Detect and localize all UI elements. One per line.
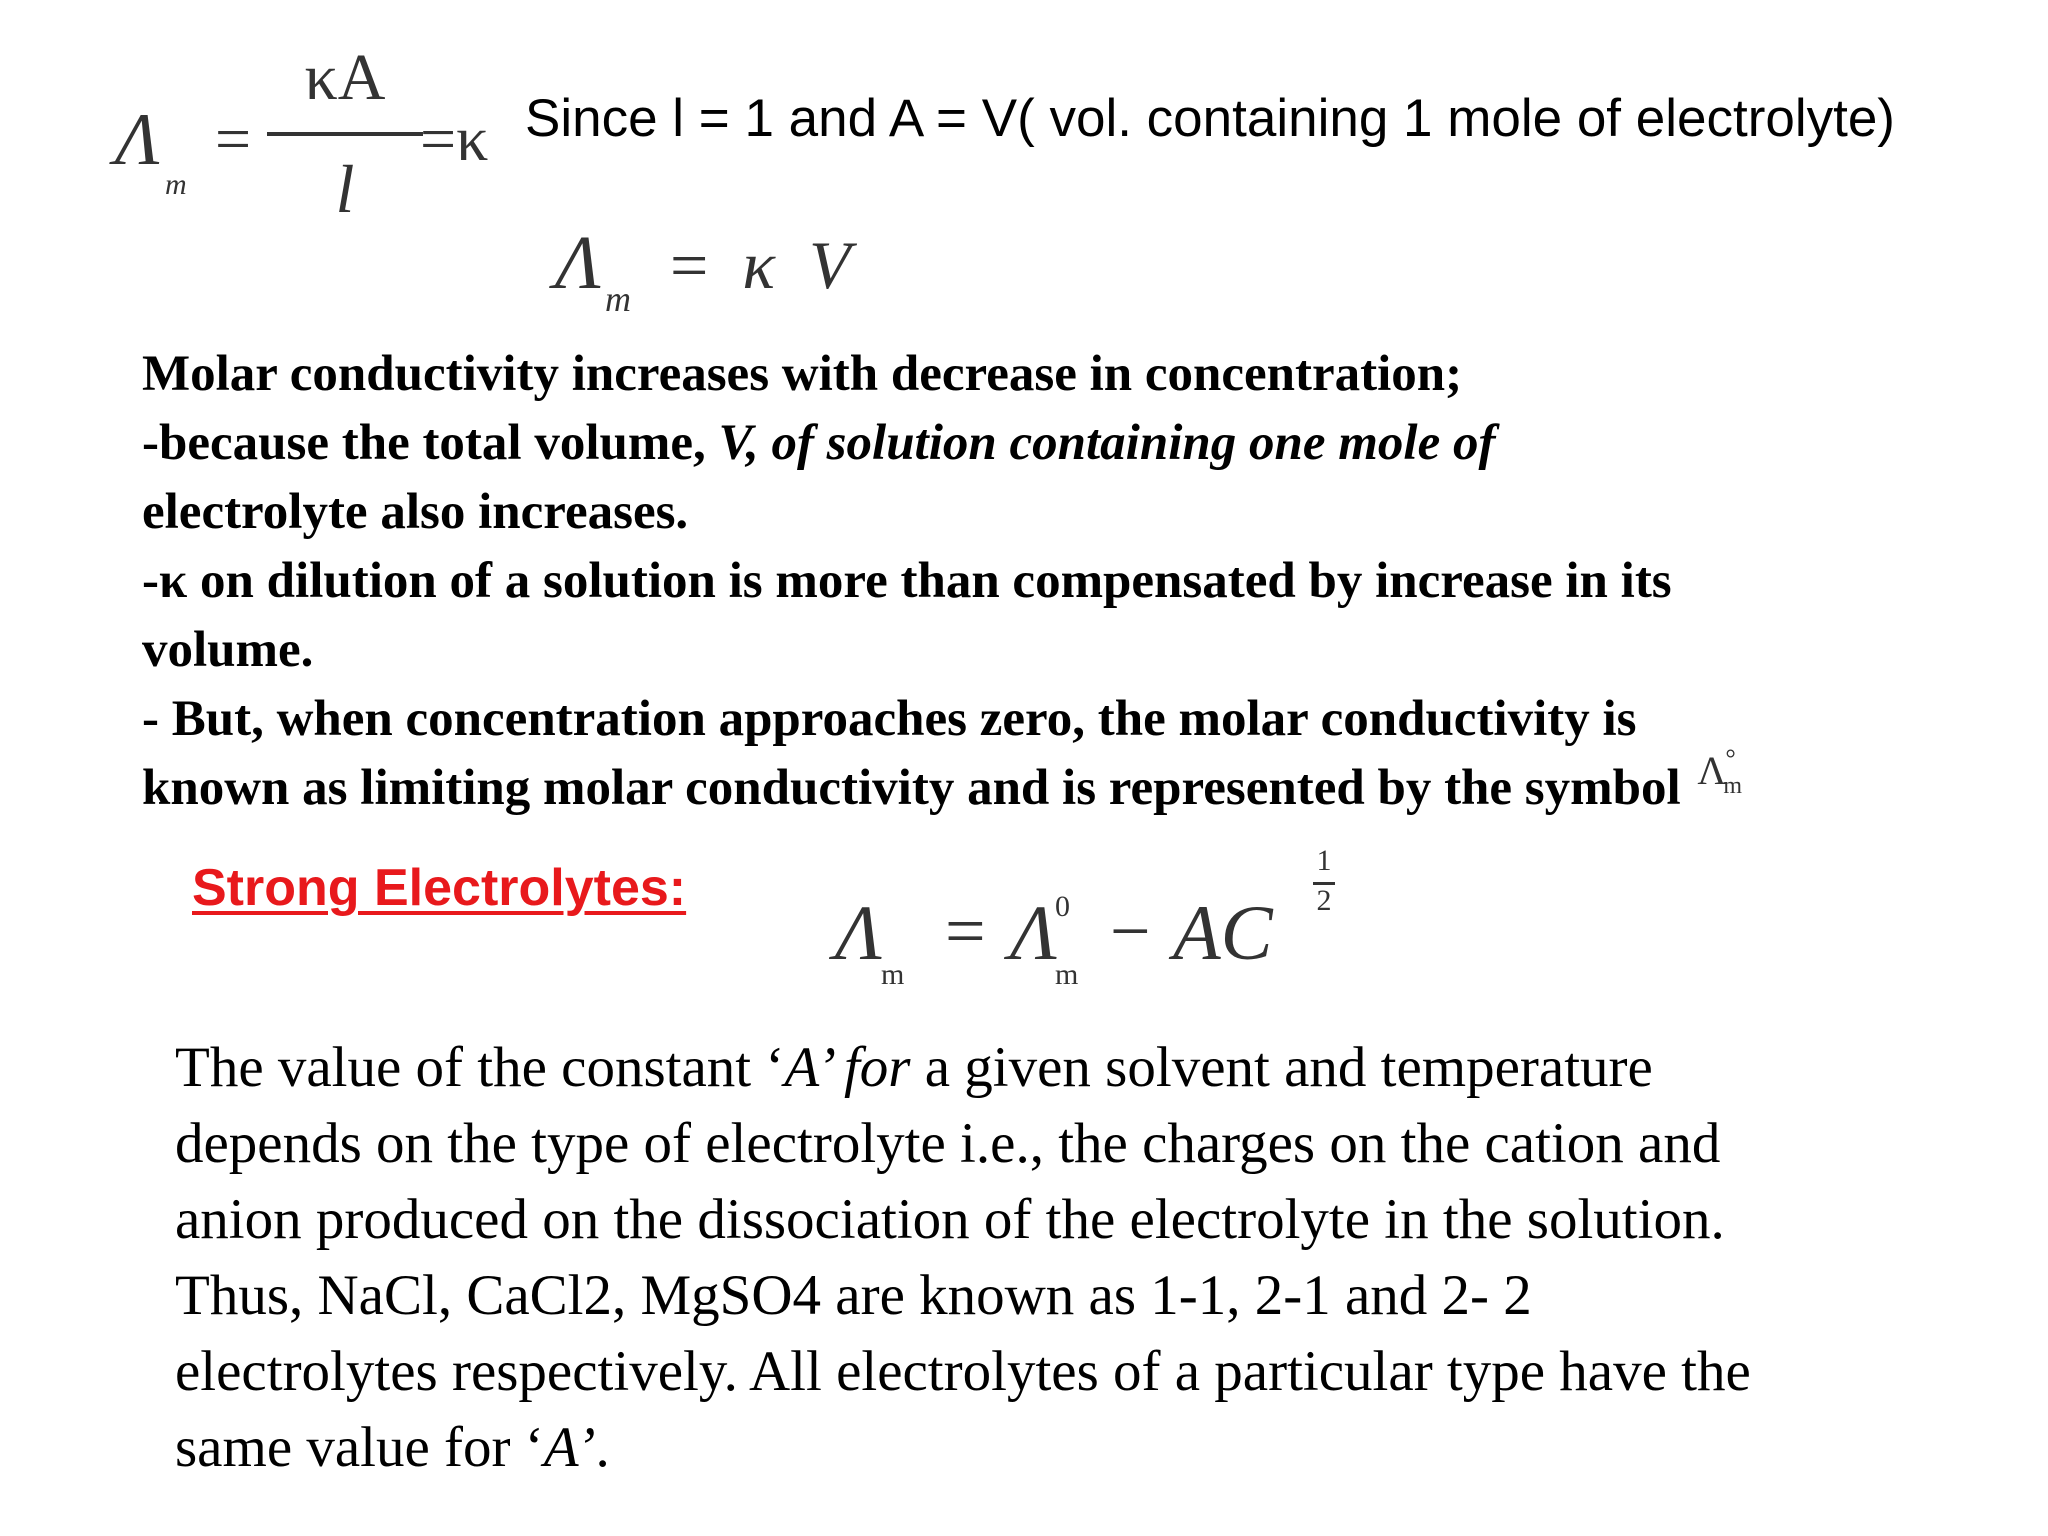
- para1-line-7-text: known as limiting molar conductivity and is represented by the symbol: [142, 760, 1681, 816]
- para2-line-6-b: A’: [543, 1416, 596, 1479]
- fraction-denominator: l: [335, 151, 355, 227]
- lambda-zero-sub-m: m: [1055, 958, 1079, 991]
- lambda-m: Λ: [835, 889, 883, 976]
- para2-line-1-b: A’ for: [784, 1036, 911, 1099]
- lambda-zero: Λ: [1010, 889, 1058, 976]
- para2-line-6: [175, 1410, 2025, 1486]
- symbol-lambda: Λ: [1697, 748, 1727, 793]
- fraction-numerator: κA: [304, 41, 386, 114]
- molar-conductivity-explanation: [142, 340, 2022, 823]
- para1-line-2-plain: -because the total volume,: [142, 415, 719, 471]
- para1-line-3: electrolyte also increases.: [142, 484, 689, 540]
- para1-line-2-italic: V, of solution containing one mole of: [718, 415, 1496, 471]
- symbol-degree: °: [1725, 744, 1736, 773]
- lambda-subscript: m: [605, 279, 631, 319]
- lambda-subscript: m: [165, 168, 187, 201]
- equals-sign: =: [670, 227, 709, 303]
- symbol-sub-m: m: [1723, 773, 1743, 799]
- lambda-sup-zero: 0: [1055, 890, 1070, 923]
- strong-electrolytes-heading: Strong Electrolytes:: [192, 859, 687, 917]
- lambda-symbol: Λ: [555, 221, 601, 305]
- minus-sign: −: [1110, 891, 1151, 971]
- para2-line-5: electrolytes respectively. All electrolytes of a particular type have the: [175, 1340, 1751, 1403]
- a-c-term: AC: [1173, 889, 1273, 976]
- equation-rhs: [670, 226, 851, 305]
- para2-line-1-c: a given solvent and temperature: [910, 1036, 1653, 1099]
- para1-line-6: - But, when concentration approaches zero, the molar conductivity is: [142, 691, 1637, 747]
- limiting-molar-conductivity-symbol: [1693, 744, 1753, 804]
- para2-line-6-a: same value for ‘: [175, 1416, 544, 1479]
- lambda-symbol: Λ: [115, 99, 160, 181]
- exponent-numerator: 1: [1316, 844, 1332, 877]
- equation-molar-conductivity-definition: [115, 40, 495, 227]
- para2-line-6-c: .: [595, 1416, 610, 1479]
- para1-line-1: Molar conductivity increases with decrease in concentration;: [142, 346, 1463, 402]
- kappa-result: κ: [456, 103, 489, 174]
- para1-line-7: [142, 744, 2022, 823]
- para2-line-2: depends on the type of electrolyte i.e., the charges on the cation and: [175, 1112, 1721, 1175]
- since-statement: Since l = 1 and A = V( vol. containing 1 mole of electrolyte): [525, 89, 1895, 148]
- para1-line-5: volume.: [142, 622, 314, 678]
- equals-sign: =: [945, 891, 986, 971]
- lambda-sub-m: m: [881, 958, 905, 991]
- fraction-bar: [267, 132, 423, 136]
- para2-line-3: anion produced on the dissociation of the electrolyte in the solution.: [175, 1188, 1725, 1251]
- equals-sign: =: [215, 103, 252, 174]
- constant-a-explanation: [175, 1030, 2025, 1486]
- para2-line-4: Thus, NaCl, CaCl2, MgSO4 are known as 1-1, 2-1 and 2- 2: [175, 1264, 1532, 1327]
- para2-line-1-a: The value of the constant ‘: [175, 1036, 785, 1099]
- volume-v: V: [809, 227, 851, 303]
- para1-line-4: -κ on dilution of a solution is more than compensated by increase in its: [142, 553, 1672, 609]
- equation-lambda-kappa-v: [555, 220, 915, 330]
- para1-line-2: [142, 409, 2022, 478]
- exponent-denominator: 2: [1316, 884, 1332, 917]
- equals-sign-2: =: [420, 103, 457, 174]
- equals-kappa: [420, 102, 488, 176]
- equation-kohlrausch: [835, 840, 1355, 1000]
- kappa: κ: [742, 227, 775, 303]
- para2-line-1: [175, 1030, 2025, 1106]
